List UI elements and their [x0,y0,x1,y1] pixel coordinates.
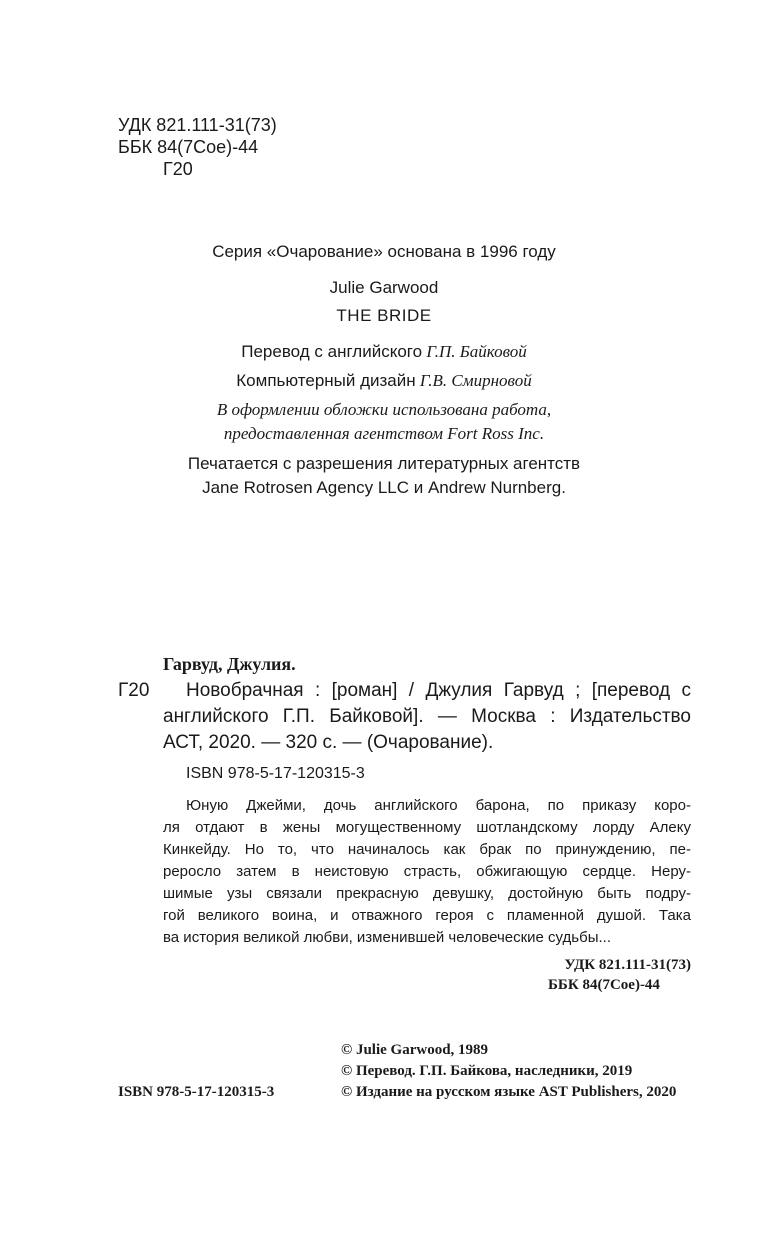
footer-isbn: ISBN 978-5-17-120315-3 [118,1084,275,1100]
designer-name: Г.В. Смирновой [419,371,532,390]
translation-label: Перевод с английского [241,342,423,361]
annotation-line: ва история великой любви, изменившей человеческие судьбы... [163,929,612,946]
annotation-line: шимые узы связали прекрасную девушку, достойную быть подру- [163,885,691,902]
cover-note-line2: предоставленная агентством Fort Ross Inc. [223,424,545,443]
copyright-line1: © Julie Garwood, 1989 [341,1042,489,1058]
copyright-line3: © Издание на русском языке AST Publishers, 2020 [341,1084,677,1100]
translation-credit [0,342,768,362]
annotation-line: Кинкейду. Но то, что начиналось как брак по принуждению, пе- [163,841,691,858]
permission-line1: Печатается с разрешения литературных агентств [187,454,581,473]
permission-line2: Jane Rotrosen Agency LLC и Andrew Nurnberg. [202,478,566,497]
catalog-line2: английского Г.П. Байковой]. — Москва : Издательство [163,706,691,727]
annotation-line: гой великого воина, и отважного героя с пламенной душой. Така [163,907,691,924]
annotation-line: реросло затем в неистовую страсть, обжигающую сердце. Неру- [163,863,691,880]
copyright-line2: © Перевод. Г.П. Байкова, наследники, 2019 [341,1063,633,1079]
author-mark: Г20 [163,159,193,179]
design-label: Компьютерный дизайн [236,371,416,390]
annotation-line: ля отдают в жены могущественному шотландскому лорду Алеку [163,819,691,836]
catalog-line3: АСТ, 2020. — 320 с. — (Очарование). [163,732,494,753]
catalog-line1: Новобрачная : [роман] / Джулия Гарвуд ; [перевод с [186,680,691,701]
bottom-udk-code: УДК 821.111-31(73) [564,957,691,973]
catalog-isbn: ISBN 978-5-17-120315-3 [186,765,365,782]
annotation-line: Юную Джейми, дочь английского барона, по приказу коро- [186,797,691,814]
original-author: Julie Garwood [329,278,439,297]
cover-note-line1: В оформлении обложки использована работа, [216,400,552,419]
bottom-bbk-code: ББК 84(7Сое)-44 [548,977,660,993]
catalog-mark: Г20 [118,680,150,701]
translator-name: Г.П. Байковой [426,342,527,361]
udk-code: УДК 821.111-31(73) [118,115,277,135]
series-note: Серия «Очарование» основана в 1996 году [212,242,556,261]
design-credit [0,371,768,391]
original-title: THE BRIDE [336,306,432,325]
catalog-heading: Гарвуд, Джулия. [163,654,296,674]
bbk-code: ББК 84(7Сое)-44 [118,137,259,157]
